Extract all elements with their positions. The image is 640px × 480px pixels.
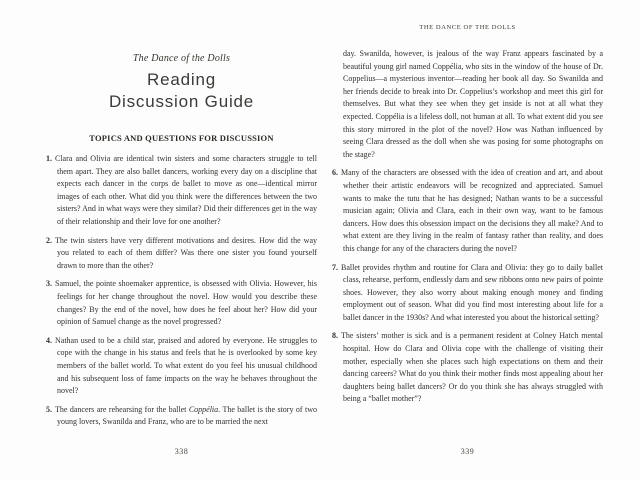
discussion-question-5 xyxy=(46,404,317,429)
discussion-question-6 xyxy=(332,167,603,255)
question-text: Ballet provides rhythm and routine for Clara and Olivia: they go to daily ballet class, rehearse, perform, endlessly darn and sew ribbons onto new pairs of pointe shoes. However, they also worry about making enough money and finding employment out of season. What did you find most interesting about life for a ballet dancer in the 1930s? And what interested you about the historical setting? xyxy=(341,262,603,322)
question-number: 3. xyxy=(46,279,52,289)
guide-title-line2: Discussion Guide xyxy=(108,92,255,111)
discussion-question-8 xyxy=(332,330,603,406)
question-text: Many of the characters are obsessed with the idea of creation and art, and about whether their artistic endeavors will be recognized and appreciated. Samuel wants to make the tutu that he has designed; Nathan wants to be a successful musician again; Olivia and Clara, each in their own way, want to be famous dancers. How does this obsession impact on the decisions they all make? And to what extent are they living in the realm of fantasy rather than reality, and does this change for any of the characters during the novel? xyxy=(341,168,603,253)
question-number: 8. xyxy=(332,331,338,341)
question-list-right xyxy=(332,48,603,406)
question-number: 7. xyxy=(332,262,338,272)
question-number: 4. xyxy=(46,335,52,345)
running-header: THE DANCE OF THE DOLLS xyxy=(419,24,516,31)
question-text: Samuel, the pointe shoemaker apprentice, is obsessed with Olivia. However, his feelings for her change throughout the novel. How would you describe these changes? By the end of the novel, how does he feel about her? How did your opinion of Samuel change as the novel progressed? xyxy=(55,279,317,327)
question-text: Nathan used to be a child star, praised and adored by everyone. He struggles to cope with the change in his status and feels that he is overlooked by some key members of the ballet world. To what extent do you feel his unusual childhood and his subsequent loss of fame impacts on the way he behaves throughout the novel? xyxy=(55,335,317,396)
question-text: The dancers are rehearsing for the ballet Coppélia. The ballet is the story of two young lovers, Swanilda and Franz, who are to be married the next xyxy=(55,404,317,427)
question-number: 1. xyxy=(46,154,52,163)
question-5-continuation: day. Swanilda, however, is jealous of the way Franz appears fascinated by a beautiful young girl named Coppélia, who sits in the window of the house of Dr. Coppelius—a mysterious inventor—reading her book all day. So Swanilda and her friends decide to break into Dr. Coppelius’s workshop and meet this girl for themselves. But what they see when they get inside is not at all what they expected. Coppélia is a lifeless doll, not human at all. To what extent did you see this story mirrored in the plot of the novel? How was Nathan influenced by seeing Clara dressed as the doll when she was posing for some photographs on the stage? xyxy=(343,49,603,159)
discussion-question-1 xyxy=(46,153,317,229)
right-page-number: 339 xyxy=(460,447,475,456)
section-heading: TOPICS AND QUESTIONS FOR DISCUSSION xyxy=(89,133,274,143)
left-page-number: 338 xyxy=(174,447,189,456)
question-list-left xyxy=(46,153,317,429)
question-text: Clara and Olivia are identical twin sisters and some characters struggle to tell them apart. They are also ballet dancers, working every day on a discipline that expects each dancer in the corps de ballet to move as one—identical mirror images of each other. What did you think were the differences between the two sisters? And in what ways were they similar? Did their differences get in the way of their relationship and their love for one another? xyxy=(55,154,317,226)
question-number: 6. xyxy=(332,168,338,178)
left-page xyxy=(46,0,317,480)
series-title: The Dance of the Dolls xyxy=(132,53,231,64)
right-page xyxy=(332,0,603,480)
question-text: The sisters’ mother is sick and is a permanent resident at Colney Hatch mental hospital. How do Clara and Olivia cope with the challenge of visiting their mother, especially when she places such high expectations on them and their dancing careers? What do you think their mother finds most appealing about her daughters being ballet dancers? Or do you think she has always struggled with being a “ballet mother”? xyxy=(341,331,603,404)
guide-title xyxy=(46,69,317,113)
question-text: The twin sisters have very different motivations and desires. How did the way you related to each of them differ? Was there one sister you found yourself drawn to more than the other? xyxy=(55,235,317,270)
discussion-question-2 xyxy=(46,235,317,273)
discussion-question-7 xyxy=(332,262,603,325)
guide-title-line1: Reading xyxy=(147,70,216,89)
question-number: 5. xyxy=(46,404,52,414)
question-number: 2. xyxy=(46,235,52,245)
discussion-question-4 xyxy=(46,335,317,398)
discussion-question-3 xyxy=(46,278,317,328)
